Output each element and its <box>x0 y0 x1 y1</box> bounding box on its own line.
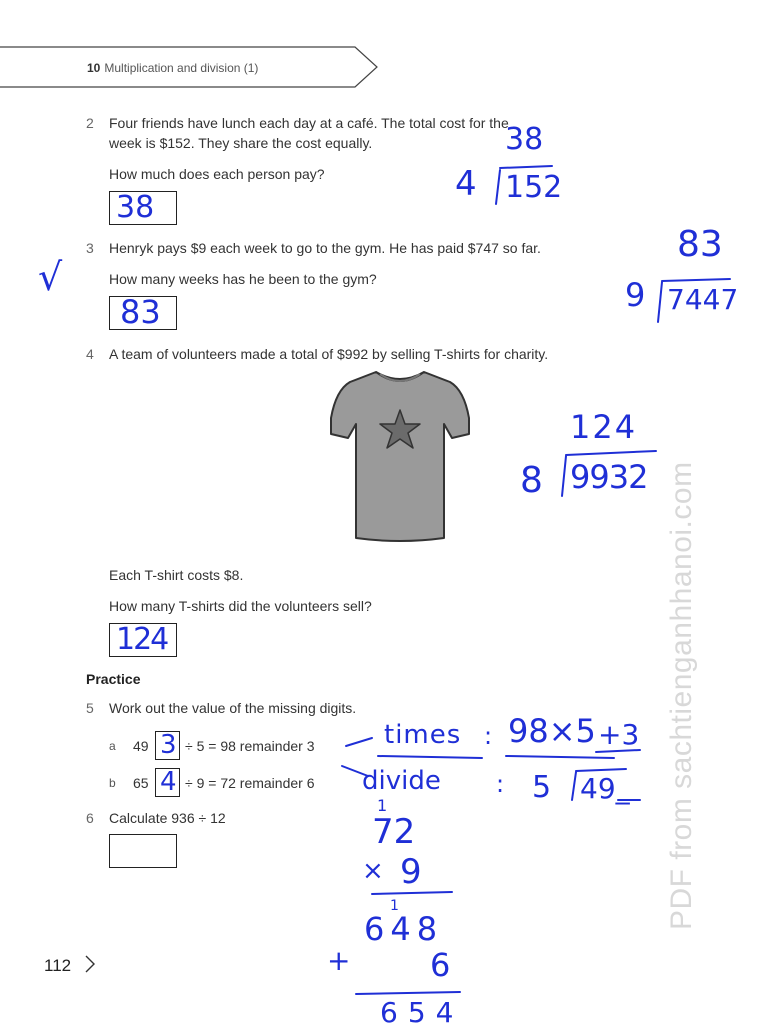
hand-plus3: +3 <box>598 718 640 751</box>
q2-hand-divisor: 4 <box>455 164 477 204</box>
q3-question: How many weeks has he been to the gym? <box>109 271 377 287</box>
q4-text-line2: Each T-shirt costs $8. <box>109 567 244 583</box>
q5a-prefix: 49 <box>133 738 149 754</box>
q3-hand-quotient: 83 <box>677 224 723 265</box>
hand-colon-2: : <box>496 770 505 798</box>
hand-colon-1: : <box>484 722 493 750</box>
q2-text-line1: Four friends have lunch each day at a café. The total cost for the <box>109 115 509 131</box>
hand-divide-word: divide <box>362 766 441 796</box>
practice-heading: Practice <box>86 671 141 687</box>
hand-mult-carry: 1 <box>390 898 399 914</box>
q2-hand-answer: 38 <box>116 190 155 225</box>
page-number-text: 112 <box>44 956 72 975</box>
q4-number: 4 <box>86 346 94 362</box>
hand-times-word: times <box>384 720 462 750</box>
hand-mult-result: 648 <box>364 910 444 948</box>
q4-answer-box[interactable] <box>109 623 177 657</box>
hand-mult-times: × <box>362 856 384 886</box>
page-number <box>44 954 96 976</box>
q2-hand-quotient: 38 <box>505 122 544 157</box>
hand-divide-divisor: 5 <box>532 770 552 805</box>
q3-hand-answer: 83 <box>120 293 161 331</box>
q6-number: 6 <box>86 810 94 826</box>
chevron-right-icon <box>84 954 96 974</box>
q3-answer-box[interactable] <box>109 293 177 331</box>
q2-answer-box[interactable] <box>109 191 177 225</box>
q4-hand-dividend: 9932 <box>570 458 648 496</box>
hand-plus-sign: + <box>327 944 351 977</box>
q2-question: How much does each person pay? <box>109 166 325 182</box>
q2-text-line2: week is $152. They share the cost equally. <box>109 135 373 151</box>
q4-hand-answer: 124 <box>116 622 168 657</box>
chapter-title <box>87 61 258 75</box>
q4-text-line1: A team of volunteers made a total of $992 by selling T-shirts for charity. <box>109 346 549 362</box>
q5b-hand-digit: 4 <box>160 767 177 797</box>
q5a-digit-box[interactable] <box>155 731 180 760</box>
q2-hand-dividend: 152 <box>505 170 563 205</box>
q6-answer-box[interactable] <box>109 834 177 868</box>
q6-prompt: Calculate 936 ÷ 12 <box>109 810 226 826</box>
q2-number: 2 <box>86 115 94 131</box>
q5b-prefix: 65 <box>133 775 149 791</box>
q4-hand-quotient: 124 <box>570 408 638 446</box>
q3-hand-divisor: 9 <box>625 276 646 314</box>
q5b-suffix: ÷ 9 = 72 remainder 6 <box>185 775 315 791</box>
q3-text-line1: Henryk pays $9 each week to go to the gym. He has paid $747 so far. <box>109 240 541 256</box>
chapter-name: Multiplication and division (1) <box>104 61 259 75</box>
tshirt-illustration <box>328 368 472 544</box>
hand-carry-1: 1 <box>377 796 388 815</box>
q3-hand-dividend: 7447 <box>667 283 739 316</box>
hand-mult-bottom: 9 <box>400 852 422 892</box>
hand-mult-top: 72 <box>372 812 416 852</box>
chapter-number: 10 <box>87 61 101 75</box>
q3-hand-tick: √ <box>38 255 63 299</box>
hand-add-bottom: 6 <box>430 946 451 984</box>
q4-question: How many T-shirts did the volunteers sell? <box>109 598 372 614</box>
hand-times-expr: 98×5 <box>508 712 596 750</box>
q5a-hand-digit: 3 <box>160 730 177 760</box>
q5b-label: b <box>109 776 116 790</box>
q5b-digit-box[interactable] <box>155 768 180 797</box>
q5-number: 5 <box>86 700 94 716</box>
hand-divide-dividend: 49_ <box>580 772 630 805</box>
q3-number: 3 <box>86 240 94 256</box>
hand-sum-result: 654 <box>380 996 464 1029</box>
q5-prompt: Work out the value of the missing digits. <box>109 700 357 716</box>
q5a-suffix: ÷ 5 = 98 remainder 3 <box>185 738 315 754</box>
q4-hand-divisor: 8 <box>520 460 543 501</box>
q5a-label: a <box>109 739 116 753</box>
watermark: PDF from sachtienganhhanoi.com <box>665 461 698 930</box>
